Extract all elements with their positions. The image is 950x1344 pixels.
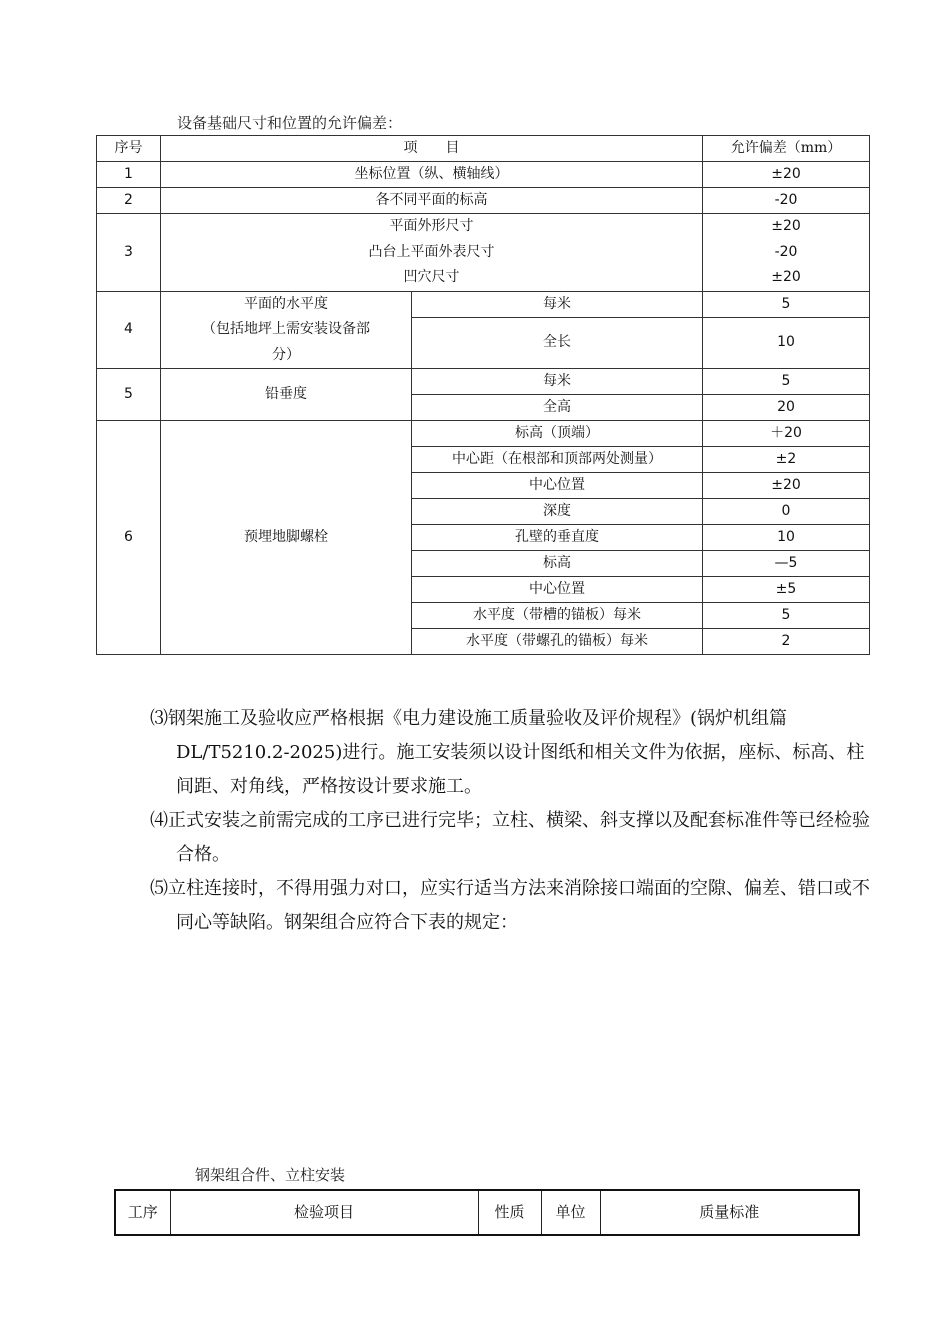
- row-value: 5: [703, 603, 870, 629]
- header-standard: 质量标准: [600, 1190, 859, 1235]
- row-value: -20: [774, 243, 798, 260]
- row-no: 5: [97, 369, 161, 421]
- row-item-line: 分）: [272, 346, 300, 363]
- table1-caption: 设备基础尺寸和位置的允许偏差：: [177, 114, 403, 132]
- row-value: 5: [703, 291, 870, 317]
- row-item: 平面外形尺寸: [389, 218, 474, 234]
- row-item-line: （包括地坪上需安装设备部: [202, 321, 370, 337]
- header-nature: 性质: [478, 1190, 541, 1235]
- row-no: 2: [97, 188, 161, 214]
- row-no: 4: [97, 291, 161, 369]
- row-value: 20: [703, 395, 870, 421]
- row-subitem: 水平度（带螺孔的锚板）每米: [412, 629, 703, 655]
- row-value: ±2: [703, 447, 870, 473]
- row-item-multiline: [161, 291, 412, 369]
- row-item-stack: [161, 214, 703, 292]
- row-item: 预埋地脚螺栓: [161, 421, 412, 655]
- row-value: —5: [703, 551, 870, 577]
- row-value: 0: [703, 499, 870, 525]
- row-subitem: 每米: [412, 291, 703, 317]
- row-value: ±5: [703, 577, 870, 603]
- body-paragraphs: [150, 702, 870, 940]
- row-subitem: 标高（顶端）: [412, 421, 703, 447]
- row-subitem: 每米: [412, 369, 703, 395]
- row-value: ±20: [703, 473, 870, 499]
- row-value: ±20: [771, 218, 801, 234]
- row-value: 5: [703, 369, 870, 395]
- paragraph-3: ⑶钢架施工及验收应严格根据《电力建设施工质量验收及评价规程》(锅炉机组篇DL/T5210.2-2025)进行。施工安装须以设计图纸和相关文件为依据，座标、标高、柱间距、对角线，严格按设计要求施工。: [150, 708, 865, 797]
- row-item: 铅垂度: [161, 369, 412, 421]
- table-row: [97, 214, 870, 292]
- row-value: ±20: [703, 162, 870, 188]
- row-subitem: 全长: [412, 317, 703, 368]
- table-row: [97, 291, 870, 317]
- row-subitem: 深度: [412, 499, 703, 525]
- table-row: [97, 188, 870, 214]
- row-item: 凹穴尺寸: [403, 269, 460, 285]
- table-row: [97, 162, 870, 188]
- header-process: 工序: [115, 1190, 170, 1235]
- row-value: -20: [703, 188, 870, 214]
- row-item-line: 平面的水平度: [244, 295, 328, 312]
- header-tolerance: 允许偏差（mm）: [703, 136, 870, 162]
- paragraph-5: ⑸立柱连接时，不得用强力对口，应实行适当方法来消除接口端面的空隙、偏差、错口或不同心等缺陷。钢架组合应符合下表的规定：: [150, 878, 870, 933]
- row-value: ＋20: [703, 421, 870, 447]
- row-subitem: 中心位置: [412, 577, 703, 603]
- row-value-stack: [703, 214, 870, 292]
- header-item: 检验项目: [170, 1190, 478, 1235]
- paragraph-4: ⑷正式安装之前需完成的工序已进行完毕；立柱、横梁、斜支撑以及配套标准件等已经检验合格。: [150, 810, 870, 865]
- header-no: 序号: [97, 136, 161, 162]
- table-row: [97, 421, 870, 447]
- row-subitem: 标高: [412, 551, 703, 577]
- row-item: 凸台上平面外表尺寸: [368, 243, 495, 260]
- row-subitem: 中心距（在根部和顶部两处测量）: [412, 447, 703, 473]
- row-no: 3: [97, 214, 161, 292]
- row-subitem: 孔壁的垂直度: [412, 525, 703, 551]
- inspection-table: [114, 1189, 860, 1236]
- row-item: 坐标位置（纵、横轴线）: [161, 162, 703, 188]
- row-value: 2: [703, 629, 870, 655]
- table-row: [97, 369, 870, 395]
- header-unit: 单位: [541, 1190, 600, 1235]
- row-item: 各不同平面的标高: [161, 188, 703, 214]
- tolerance-table: [96, 135, 870, 655]
- row-value: ±20: [771, 269, 801, 285]
- table-header-row: [115, 1190, 859, 1235]
- row-no: 1: [97, 162, 161, 188]
- table2-caption: 钢架组合件、立柱安装: [195, 1166, 346, 1184]
- row-subitem: 全高: [412, 395, 703, 421]
- row-value: 10: [703, 525, 870, 551]
- row-subitem: 水平度（带槽的锚板）每米: [412, 603, 703, 629]
- row-no: 6: [97, 421, 161, 655]
- header-item: 项 目: [161, 136, 703, 162]
- row-subitem: 中心位置: [412, 473, 703, 499]
- table-header-row: [97, 136, 870, 162]
- row-value: 10: [703, 317, 870, 368]
